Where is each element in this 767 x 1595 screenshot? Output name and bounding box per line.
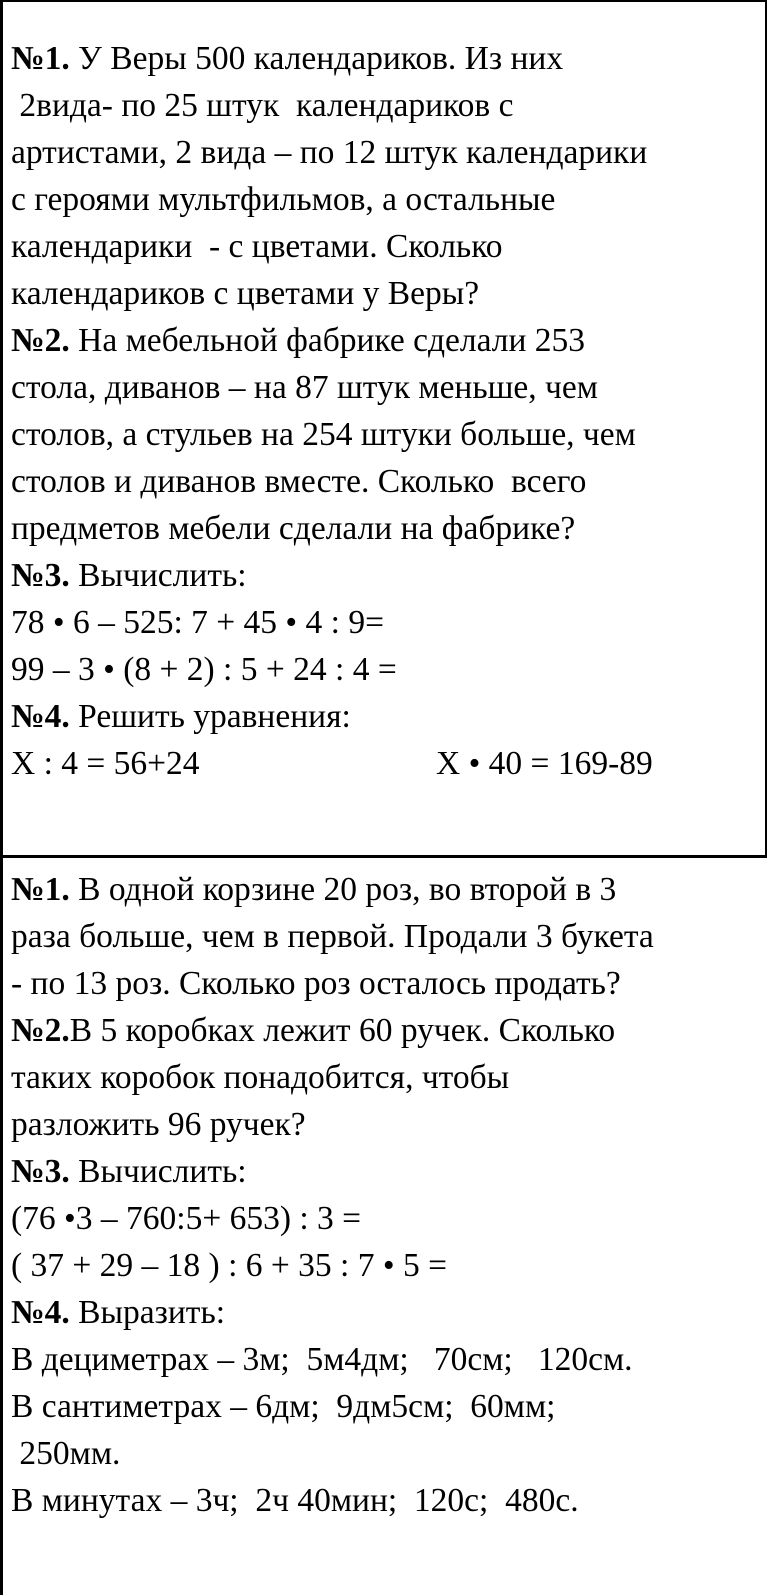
v1-task1-text: артистами, 2 вида – по 12 штук календарики	[11, 134, 648, 171]
v2-task3-title: Вычислить:	[69, 1153, 247, 1190]
v2-task3-expression: ( 37 + 29 – 18 ) : 6 + 35 : 7 • 5 =	[11, 1247, 447, 1284]
v1-task2-text: столов, а стульев на 254 штуки больше, чем	[11, 416, 636, 453]
v1-task2-text: предметов мебели сделали на фабрике?	[11, 510, 576, 547]
variant-2-card	[11, 866, 766, 1524]
variant-divider	[3, 855, 767, 858]
v1-task3-expression: 99 – 3 • (8 + 2) : 5 + 24 : 4 =	[11, 651, 397, 688]
v1-task1-text: с героями мультфильмов, а остальные	[11, 181, 556, 218]
v1-task3-title: Вычислить:	[69, 557, 247, 594]
top-border	[3, 0, 767, 2]
v1-task3-heading	[11, 552, 766, 599]
v1-task4-number: №4.	[11, 698, 70, 735]
v1-task4-equations	[11, 740, 766, 787]
v1-equation-left: Х : 4 = 56+24	[11, 745, 200, 782]
v2-task2-line	[11, 1007, 766, 1054]
v2-task2-text: В 5 коробках лежит 60 ручек. Сколько	[69, 1012, 616, 1049]
v1-task4-heading	[11, 693, 766, 740]
v1-task3-expression: 78 • 6 – 525: 7 + 45 • 4 : 9=	[11, 604, 384, 641]
v1-task4-title: Решить уравнения:	[69, 698, 351, 735]
v2-task4-text: В минутах – 3ч; 2ч 40мин; 120с; 480с.	[11, 1482, 579, 1519]
v2-task2-text: разложить 96 ручек?	[11, 1106, 306, 1143]
v2-task4-text: В дециметрах – 3м; 5м4дм; 70см; 120см.	[11, 1341, 633, 1378]
v1-task3-number: №3.	[11, 557, 70, 594]
v1-task1-text: календарики - с цветами. Сколько	[11, 228, 503, 265]
v2-task2-number: №2.	[11, 1012, 70, 1049]
v2-task4-number: №4.	[11, 1294, 70, 1331]
variant-1-card	[11, 35, 766, 787]
v2-task3-heading	[11, 1148, 766, 1195]
v2-task1-text: В одной корзине 20 роз, во второй в 3	[69, 871, 617, 908]
v1-task1-text: календариков с цветами у Веры?	[11, 275, 480, 312]
v1-task1-text: 2вида- по 25 штук календариков с	[11, 87, 514, 124]
v1-task1-line	[11, 35, 766, 82]
v2-task3-expression: (76 •3 – 760:5+ 653) : 3 =	[11, 1200, 362, 1237]
v1-task2-text: На мебельной фабрике сделали 253	[69, 322, 586, 359]
v1-equation-right: Х • 40 = 169-89	[436, 745, 653, 782]
v1-task2-number: №2.	[11, 322, 70, 359]
v2-task1-line	[11, 866, 766, 913]
v2-task4-text: 250мм.	[11, 1435, 121, 1472]
v1-task2-line	[11, 317, 766, 364]
v2-task1-text: раза больше, чем в первой. Продали 3 букета	[11, 918, 654, 955]
v2-task4-heading	[11, 1289, 766, 1336]
v2-task4-title: Выразить:	[69, 1294, 226, 1331]
v1-task1-number: №1.	[11, 40, 70, 77]
v2-task1-number: №1.	[11, 871, 70, 908]
v2-task2-text: таких коробок понадобится, чтобы	[11, 1059, 510, 1096]
v2-task4-text: В сантиметрах – 6дм; 9дм5см; 60мм;	[11, 1388, 556, 1425]
v1-task2-text: столов и диванов вместе. Сколько всего	[11, 463, 587, 500]
v2-task3-number: №3.	[11, 1153, 70, 1190]
v1-task1-text: У Веры 500 календариков. Из них	[69, 40, 564, 77]
v1-task2-text: стола, диванов – на 87 штук меньше, чем	[11, 369, 598, 406]
v2-task1-text: - по 13 роз. Сколько роз осталось продать?	[11, 965, 621, 1002]
